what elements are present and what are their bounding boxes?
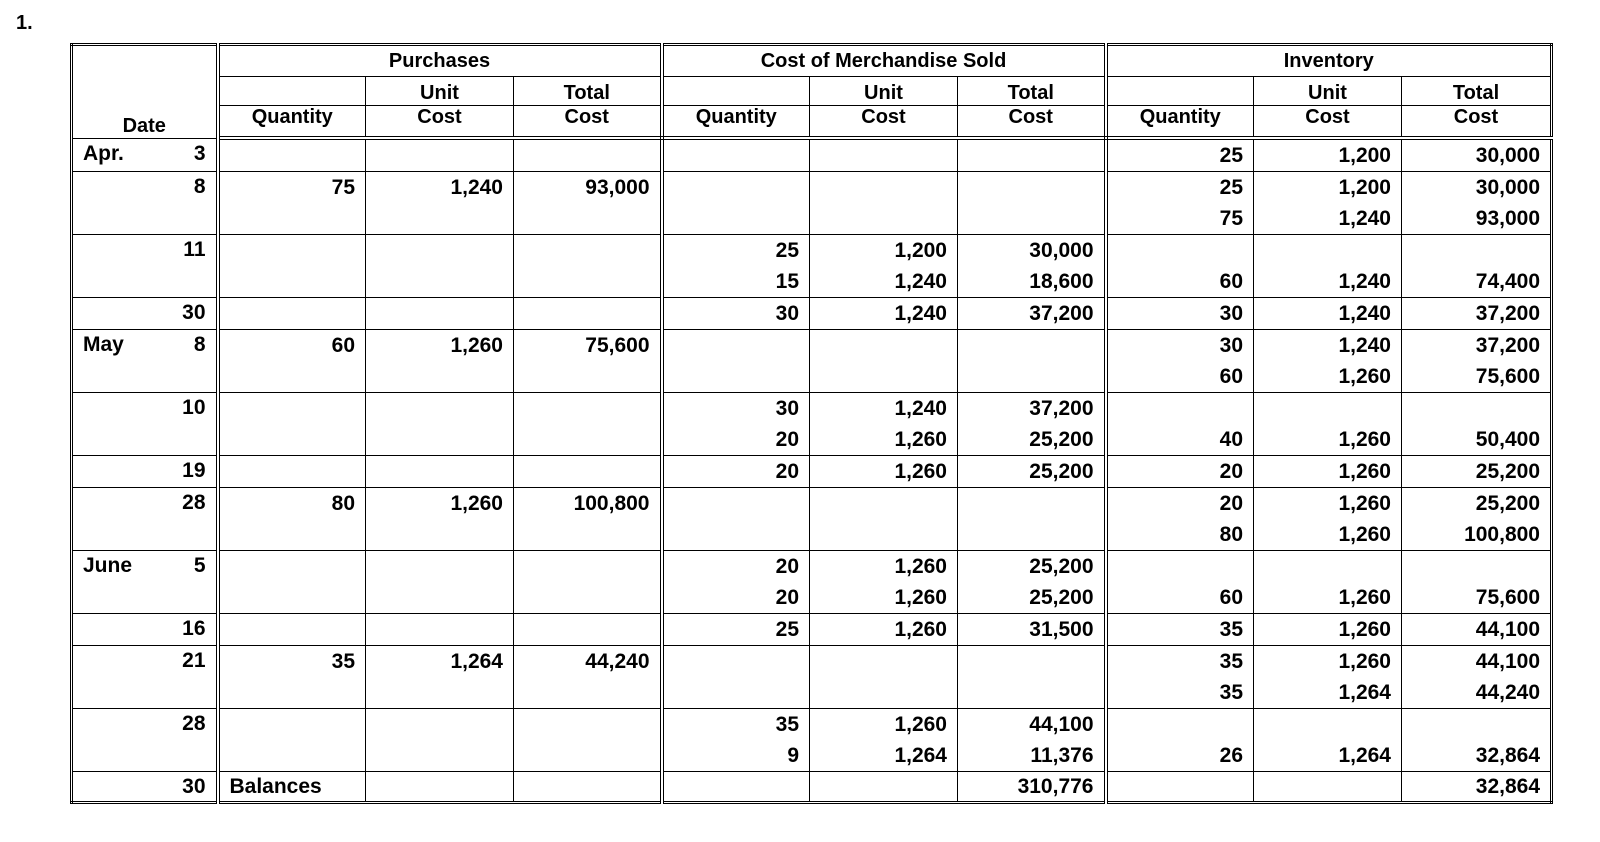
inventory-qty-cell	[1106, 646, 1254, 709]
inventory-total-cell	[1402, 646, 1552, 709]
date-header: Date	[72, 45, 218, 139]
day-label: 10	[182, 396, 206, 419]
cogs-qty-value: 15	[775, 270, 799, 293]
inventory-total-cell	[1402, 614, 1552, 646]
inventory-qty-value: 40	[1219, 428, 1243, 451]
cogs-total-cell	[958, 235, 1106, 298]
day-label: 3	[193, 141, 206, 165]
purchases-qty-cell	[218, 551, 366, 614]
day-label: 8	[193, 333, 206, 356]
purchases-unit-cell	[366, 393, 514, 456]
purchases-total-cell	[514, 235, 662, 298]
ledger-row	[72, 709, 1552, 772]
cogs-cost-header: Cost	[810, 106, 958, 139]
cogs-qty-value: 20	[775, 460, 799, 483]
purchases-unit-cell	[366, 235, 514, 298]
purchases-qty-cell	[218, 488, 366, 551]
cogs-total-value: 31,500	[1029, 618, 1094, 641]
cogs-unit-value: 1,260	[894, 586, 947, 609]
ledger-table	[70, 43, 1553, 804]
cogs-total-cell	[958, 393, 1106, 456]
purchases-total-value: 93,000	[585, 176, 650, 199]
inventory-unit-value: 1,260	[1338, 618, 1391, 641]
inventory-header: Inventory	[1106, 45, 1552, 77]
purchases-unit-cell	[366, 456, 514, 488]
date-cell	[72, 330, 218, 393]
inventory-unit-value: 1,240	[1338, 270, 1391, 293]
inventory-unit-cell	[1254, 172, 1402, 235]
inventory-unit-value: 1,200	[1338, 144, 1391, 167]
date-cell	[72, 298, 218, 330]
inventory-unit-value: 1,200	[1338, 176, 1391, 199]
ledger-body	[72, 138, 1552, 772]
cogs-qty-value: 30	[775, 397, 799, 420]
balances-inventory-total: 32,864	[1402, 772, 1552, 803]
cogs-quantity-header: Quantity	[662, 106, 810, 139]
inventory-unit-value: 1,260	[1338, 523, 1391, 546]
day-label: 28	[182, 712, 206, 735]
cogs-qty-value: 20	[775, 428, 799, 451]
cogs-unit-cell	[810, 138, 958, 172]
purchases-unit-value: 1,260	[450, 334, 503, 357]
inventory-total-value: 44,100	[1475, 650, 1540, 673]
inventory-total-cell	[1402, 488, 1552, 551]
purchases-total-cell	[514, 172, 662, 235]
purchases-total-cell	[514, 298, 662, 330]
cogs-unit-value: 1,260	[894, 713, 947, 736]
inventory-qty-cell	[1106, 614, 1254, 646]
day-label: 16	[182, 617, 206, 640]
purchases-total-cell	[514, 393, 662, 456]
cogs-unit-value: 1,260	[894, 555, 947, 578]
cogs-total-cell	[958, 551, 1106, 614]
purchases-unit-value: 1,264	[450, 650, 503, 673]
ledger-row	[72, 330, 1552, 393]
cogs-unit-cell	[810, 614, 958, 646]
cogs-unit-cell	[810, 393, 958, 456]
inventory-qty-value	[1118, 709, 1244, 740]
inventory-total-header: Total	[1402, 77, 1552, 106]
ledger-row	[72, 456, 1552, 488]
date-cell	[72, 172, 218, 235]
inventory-unit-cell	[1254, 709, 1402, 772]
inventory-unit-cell	[1254, 614, 1402, 646]
inventory-total-value: 44,240	[1475, 681, 1540, 704]
purchases-total-value: 75,600	[585, 334, 650, 357]
cogs-total-value: 25,200	[1029, 555, 1094, 578]
ledger-row	[72, 235, 1552, 298]
cogs-total-cell	[958, 330, 1106, 393]
purchases-header: Purchases	[218, 45, 662, 77]
purchases-qty-value: 80	[331, 492, 355, 515]
date-cell	[72, 614, 218, 646]
cogs-total-cell	[958, 646, 1106, 709]
inventory-unit-header: Unit	[1254, 77, 1402, 106]
inventory-cost-header: Cost	[1254, 106, 1402, 139]
date-cell	[72, 393, 218, 456]
day-label: 28	[182, 491, 206, 514]
cogs-qty-cell	[662, 330, 810, 393]
cogs-total-cell	[958, 138, 1106, 172]
cogs-unit-cell	[810, 172, 958, 235]
purchases-unit-value: 1,260	[450, 492, 503, 515]
ledger-header	[72, 45, 1552, 139]
cogs-unit-value: 1,240	[894, 397, 947, 420]
inventory-total-value	[1412, 393, 1540, 424]
balances-row	[72, 772, 1552, 803]
inventory-unit-value	[1264, 393, 1391, 424]
date-cell	[72, 709, 218, 772]
date-cell	[72, 646, 218, 709]
purchases-qty-cell	[218, 614, 366, 646]
inventory-total-value: 30,000	[1475, 176, 1540, 199]
purchases-total-cell	[514, 138, 662, 172]
month-label: Apr.	[83, 141, 124, 165]
inventory-total-value: 37,200	[1475, 334, 1540, 357]
problem-number: 1.	[16, 12, 33, 34]
inventory-total-cell	[1402, 172, 1552, 235]
purchases-qty-value: 75	[331, 176, 355, 199]
cogs-unit-cell	[810, 456, 958, 488]
cogs-qty-cell	[662, 235, 810, 298]
inventory-qty-value: 60	[1219, 586, 1243, 609]
cogs-total-value: 25,200	[1029, 428, 1094, 451]
cogs-total-cell	[958, 172, 1106, 235]
cogs-total-value: 11,376	[1030, 744, 1094, 767]
day-label: 21	[182, 649, 206, 672]
inventory-qty-value: 35	[1219, 650, 1243, 673]
inventory-unit-value: 1,260	[1338, 650, 1391, 673]
cogs-qty-header-blank	[662, 77, 810, 106]
cogs-total-cell	[958, 614, 1106, 646]
cogs-cost-header: Cost	[958, 106, 1106, 139]
cogs-total-value: 37,200	[1029, 397, 1094, 420]
inventory-total-value: 74,400	[1475, 270, 1540, 293]
inventory-unit-cell	[1254, 235, 1402, 298]
cogs-unit-value: 1,200	[894, 239, 947, 262]
date-cell	[72, 551, 218, 614]
purchases-cost-header: Cost	[514, 106, 662, 139]
balances-purchases-unit	[366, 772, 514, 803]
inventory-total-value: 25,200	[1475, 460, 1540, 483]
inventory-total-value: 93,000	[1475, 207, 1540, 230]
inventory-unit-value: 1,264	[1338, 681, 1391, 704]
cogs-total-value: 30,000	[1029, 239, 1094, 262]
purchases-total-cell	[514, 709, 662, 772]
cogs-unit-cell	[810, 551, 958, 614]
cogs-qty-value: 25	[775, 618, 799, 641]
inventory-total-cell	[1402, 709, 1552, 772]
inventory-total-cell	[1402, 235, 1552, 298]
inventory-qty-value	[1118, 235, 1244, 266]
inventory-unit-cell	[1254, 138, 1402, 172]
ledger-balances	[72, 772, 1552, 803]
purchases-total-value: 100,800	[573, 492, 650, 515]
date-cell	[72, 488, 218, 551]
purchases-unit-cell	[366, 614, 514, 646]
purchases-unit-cell	[366, 330, 514, 393]
inventory-unit-cell	[1254, 646, 1402, 709]
cogs-unit-cell	[810, 709, 958, 772]
balances-purchases-total	[514, 772, 662, 803]
inventory-qty-cell	[1106, 709, 1254, 772]
cogs-total-value: 18,600	[1029, 270, 1094, 293]
inventory-qty-header-blank	[1106, 77, 1254, 106]
inventory-cost-header: Cost	[1402, 106, 1552, 139]
purchases-unit-header: Unit	[366, 77, 514, 106]
purchases-unit-cell	[366, 138, 514, 172]
purchases-qty-cell	[218, 709, 366, 772]
purchases-total-header: Total	[514, 77, 662, 106]
ledger-row	[72, 393, 1552, 456]
inventory-unit-value: 1,260	[1338, 428, 1391, 451]
inventory-qty-cell	[1106, 393, 1254, 456]
cogs-unit-cell	[810, 235, 958, 298]
balances-cogs-unit	[810, 772, 958, 803]
purchases-qty-cell	[218, 456, 366, 488]
day-label: 19	[182, 459, 206, 482]
cogs-unit-value: 1,264	[894, 744, 947, 767]
inventory-qty-value: 30	[1219, 302, 1243, 325]
purchases-qty-header-blank	[218, 77, 366, 106]
inventory-total-value: 50,400	[1475, 428, 1540, 451]
cogs-unit-value: 1,260	[894, 460, 947, 483]
cogs-unit-value: 1,240	[894, 302, 947, 325]
cogs-qty-value: 30	[775, 302, 799, 325]
inventory-qty-cell	[1106, 551, 1254, 614]
cogs-unit-cell	[810, 298, 958, 330]
cogs-unit-cell	[810, 330, 958, 393]
cogs-qty-value: 25	[775, 239, 799, 262]
inventory-unit-value: 1,240	[1338, 334, 1391, 357]
inventory-qty-cell	[1106, 456, 1254, 488]
purchases-unit-value: 1,240	[450, 176, 503, 199]
cogs-qty-cell	[662, 551, 810, 614]
cogs-qty-value: 35	[775, 713, 799, 736]
inventory-total-value: 100,800	[1464, 523, 1540, 546]
inventory-unit-value: 1,264	[1338, 744, 1391, 767]
purchases-unit-cell	[366, 709, 514, 772]
inventory-qty-value: 20	[1219, 492, 1243, 515]
inventory-total-value: 75,600	[1475, 365, 1540, 388]
cogs-qty-cell	[662, 646, 810, 709]
purchases-total-cell	[514, 456, 662, 488]
day-label: 5	[193, 554, 206, 577]
ledger-row	[72, 646, 1552, 709]
date-cell	[72, 456, 218, 488]
inventory-qty-value: 80	[1219, 523, 1243, 546]
balances-inventory-qty	[1106, 772, 1254, 803]
inventory-total-cell	[1402, 456, 1552, 488]
date-cell	[72, 138, 218, 172]
purchases-total-cell	[514, 488, 662, 551]
cogs-total-cell	[958, 298, 1106, 330]
cogs-unit-cell	[810, 488, 958, 551]
inventory-qty-cell	[1106, 235, 1254, 298]
cogs-qty-cell	[662, 298, 810, 330]
inventory-total-value: 37,200	[1475, 302, 1540, 325]
cogs-total-value: 44,100	[1029, 713, 1094, 736]
inventory-unit-cell	[1254, 551, 1402, 614]
purchases-cost-header: Cost	[366, 106, 514, 139]
inventory-qty-value	[1118, 393, 1244, 424]
inventory-unit-value	[1264, 551, 1391, 582]
inventory-qty-cell	[1106, 330, 1254, 393]
inventory-unit-cell	[1254, 456, 1402, 488]
inventory-unit-cell	[1254, 330, 1402, 393]
inventory-qty-value: 30	[1219, 334, 1243, 357]
cogs-total-value: 37,200	[1029, 302, 1094, 325]
inventory-total-value	[1412, 551, 1540, 582]
inventory-unit-value: 1,240	[1338, 302, 1391, 325]
purchases-qty-cell	[218, 646, 366, 709]
cogs-unit-value: 1,240	[894, 270, 947, 293]
cogs-qty-cell	[662, 138, 810, 172]
ledger-row	[72, 298, 1552, 330]
inventory-total-cell	[1402, 330, 1552, 393]
purchases-quantity-header: Quantity	[218, 106, 366, 139]
purchases-total-cell	[514, 614, 662, 646]
purchases-total-value: 44,240	[585, 650, 650, 673]
purchases-total-cell	[514, 646, 662, 709]
cogs-unit-value: 1,260	[894, 618, 947, 641]
purchases-qty-cell	[218, 393, 366, 456]
cogs-total-cell	[958, 488, 1106, 551]
perpetual-inventory-ledger	[70, 43, 1553, 804]
day-label: 30	[182, 301, 206, 324]
cogs-qty-cell	[662, 488, 810, 551]
purchases-unit-cell	[366, 172, 514, 235]
inventory-unit-value	[1264, 235, 1391, 266]
cogs-total-value: 25,200	[1029, 586, 1094, 609]
inventory-qty-value: 25	[1219, 176, 1243, 199]
inventory-qty-cell	[1106, 138, 1254, 172]
ledger-row	[72, 614, 1552, 646]
cogs-qty-cell	[662, 393, 810, 456]
balances-day: 30	[182, 775, 206, 798]
day-label: 8	[193, 175, 206, 198]
balances-cogs-total: 310,776	[958, 772, 1106, 803]
cogs-unit-cell	[810, 646, 958, 709]
purchases-total-cell	[514, 330, 662, 393]
inventory-qty-cell	[1106, 172, 1254, 235]
inventory-unit-value: 1,260	[1338, 586, 1391, 609]
inventory-quantity-header: Quantity	[1106, 106, 1254, 139]
cogs-total-cell	[958, 456, 1106, 488]
inventory-total-value: 30,000	[1475, 144, 1540, 167]
cogs-qty-cell	[662, 456, 810, 488]
month-label: May	[83, 333, 124, 356]
purchases-qty-cell	[218, 235, 366, 298]
balances-label: Balances	[218, 772, 366, 803]
inventory-total-cell	[1402, 138, 1552, 172]
inventory-unit-cell	[1254, 393, 1402, 456]
ledger-row	[72, 488, 1552, 551]
cogs-header: Cost of Merchandise Sold	[662, 45, 1106, 77]
balances-inventory-unit	[1254, 772, 1402, 803]
inventory-total-cell	[1402, 298, 1552, 330]
purchases-unit-cell	[366, 551, 514, 614]
ledger-row	[72, 551, 1552, 614]
cogs-total-value: 25,200	[1029, 460, 1094, 483]
inventory-unit-value: 1,260	[1338, 365, 1391, 388]
inventory-total-value: 75,600	[1475, 586, 1540, 609]
cogs-qty-value: 9	[787, 744, 799, 767]
inventory-total-value	[1412, 709, 1540, 740]
inventory-unit-cell	[1254, 298, 1402, 330]
purchases-qty-cell	[218, 330, 366, 393]
inventory-qty-value: 25	[1219, 144, 1243, 167]
purchases-qty-cell	[218, 172, 366, 235]
inventory-qty-value: 35	[1219, 681, 1243, 704]
inventory-unit-cell	[1254, 488, 1402, 551]
cogs-qty-cell	[662, 614, 810, 646]
purchases-unit-cell	[366, 488, 514, 551]
inventory-qty-cell	[1106, 298, 1254, 330]
cogs-qty-cell	[662, 172, 810, 235]
purchases-qty-cell	[218, 138, 366, 172]
purchases-qty-cell	[218, 298, 366, 330]
purchases-unit-cell	[366, 646, 514, 709]
purchases-total-cell	[514, 551, 662, 614]
cogs-qty-value: 20	[775, 555, 799, 578]
inventory-unit-value	[1264, 709, 1391, 740]
purchases-qty-value: 35	[331, 650, 355, 673]
inventory-unit-value: 1,260	[1338, 460, 1391, 483]
balances-cogs-qty	[662, 772, 810, 803]
inventory-total-value	[1412, 235, 1540, 266]
purchases-qty-value: 60	[331, 334, 355, 357]
inventory-qty-value: 60	[1219, 365, 1243, 388]
cogs-qty-value: 20	[775, 586, 799, 609]
inventory-qty-value: 26	[1219, 744, 1243, 767]
ledger-row	[72, 138, 1552, 172]
inventory-total-value: 25,200	[1475, 492, 1540, 515]
ledger-row	[72, 172, 1552, 235]
balances-date-cell	[72, 772, 218, 803]
cogs-qty-cell	[662, 709, 810, 772]
purchases-unit-cell	[366, 298, 514, 330]
inventory-total-cell	[1402, 393, 1552, 456]
cogs-total-cell	[958, 709, 1106, 772]
date-cell	[72, 235, 218, 298]
inventory-total-value: 44,100	[1475, 618, 1540, 641]
inventory-qty-value: 35	[1219, 618, 1243, 641]
cogs-unit-value: 1,260	[894, 428, 947, 451]
inventory-qty-value	[1118, 551, 1244, 582]
inventory-qty-cell	[1106, 488, 1254, 551]
inventory-unit-value: 1,260	[1338, 492, 1391, 515]
month-label: June	[83, 554, 133, 577]
cogs-unit-header: Unit	[810, 77, 958, 106]
inventory-qty-value: 20	[1219, 460, 1243, 483]
inventory-qty-value: 60	[1219, 270, 1243, 293]
cogs-total-header: Total	[958, 77, 1106, 106]
inventory-total-value: 32,864	[1475, 744, 1540, 767]
day-label: 11	[183, 238, 206, 261]
inventory-qty-value: 75	[1219, 207, 1243, 230]
inventory-unit-value: 1,240	[1338, 207, 1391, 230]
inventory-total-cell	[1402, 551, 1552, 614]
